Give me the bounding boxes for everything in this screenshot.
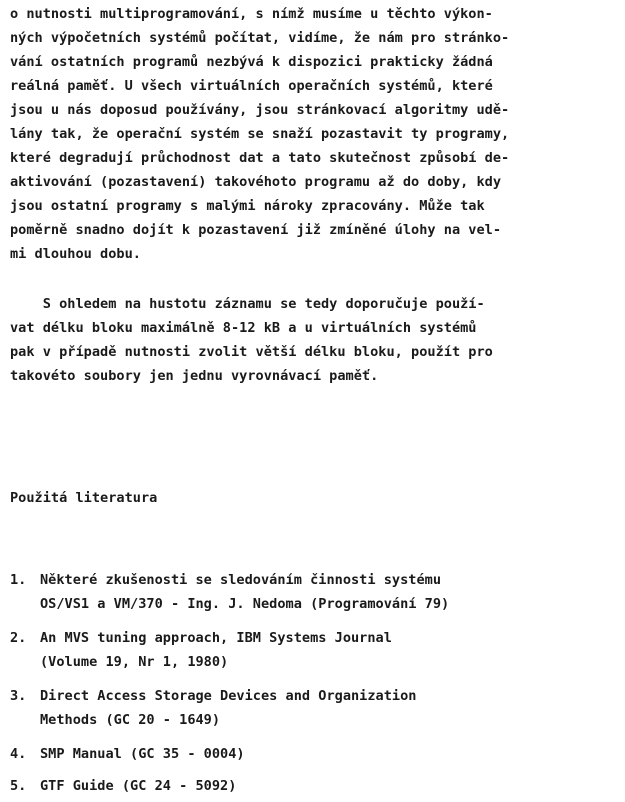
text-line: reálná paměť. U všech virtuálních operačních systémů, které	[10, 78, 493, 94]
text-line: poměrně snadno dojít k pozastavení již zmíněné úlohy na vel-	[10, 222, 502, 238]
reference-text: (Volume 19, Nr 1, 1980)	[40, 654, 229, 670]
text-line: vání ostatních programů nezbývá k dispozici prakticky žádná	[10, 54, 493, 70]
reference-number: 3.	[10, 688, 27, 704]
reference-text: Methods (GC 20 - 1649)	[40, 712, 221, 728]
text-line: S ohledem na hustotu záznamu se tedy doporučuje použí-	[10, 296, 485, 312]
text-line: o nutnosti multiprogramování, s nímž musíme u těchto výkon-	[10, 6, 493, 22]
reference-number: 2.	[10, 630, 27, 646]
text-line: aktivování (pozastavení) takovéhoto programu až do doby, kdy	[10, 174, 502, 190]
reference-number: 5.	[10, 778, 27, 794]
reference-text: SMP Manual (GC 35 - 0004)	[40, 746, 245, 762]
reference-text: Direct Access Storage Devices and Organization	[40, 688, 417, 704]
reference-text: GTF Guide (GC 24 - 5092)	[40, 778, 237, 794]
text-line: vat délku bloku maximálně 8-12 kB a u virtuálních systémů	[10, 320, 477, 336]
reference-number: 4.	[10, 746, 27, 762]
text-line: jsou u nás doposud používány, jsou stránkovací algoritmy udě-	[10, 102, 510, 118]
reference-number: 1.	[10, 572, 27, 588]
reference-text: An MVS tuning approach, IBM Systems Journal	[40, 630, 392, 646]
reference-text: OS/VS1 a VM/370 - Ing. J. Nedoma (Programování 79)	[40, 596, 450, 612]
text-line: mi dlouhou dobu.	[10, 246, 141, 262]
text-line: které degradují průchodnost dat a tato skutečnost způsobí de-	[10, 150, 510, 166]
text-line: jsou ostatní programy s malými nároky zpracovány. Může tak	[10, 198, 485, 214]
text-line: lány tak, že operační systém se snaží pozastavit ty programy,	[10, 126, 510, 142]
text-line: ných výpočetních systémů počítat, vidíme, že nám pro stránko-	[10, 30, 510, 46]
reference-text: Některé zkušenosti se sledováním činnosti systému	[40, 572, 442, 588]
section-heading: Použitá literatura	[10, 490, 158, 506]
text-line: pak v případě nutnosti zvolit větší délku bloku, použít pro	[10, 344, 493, 360]
text-line: takovéto soubory jen jednu vyrovnávací paměť.	[10, 368, 379, 384]
